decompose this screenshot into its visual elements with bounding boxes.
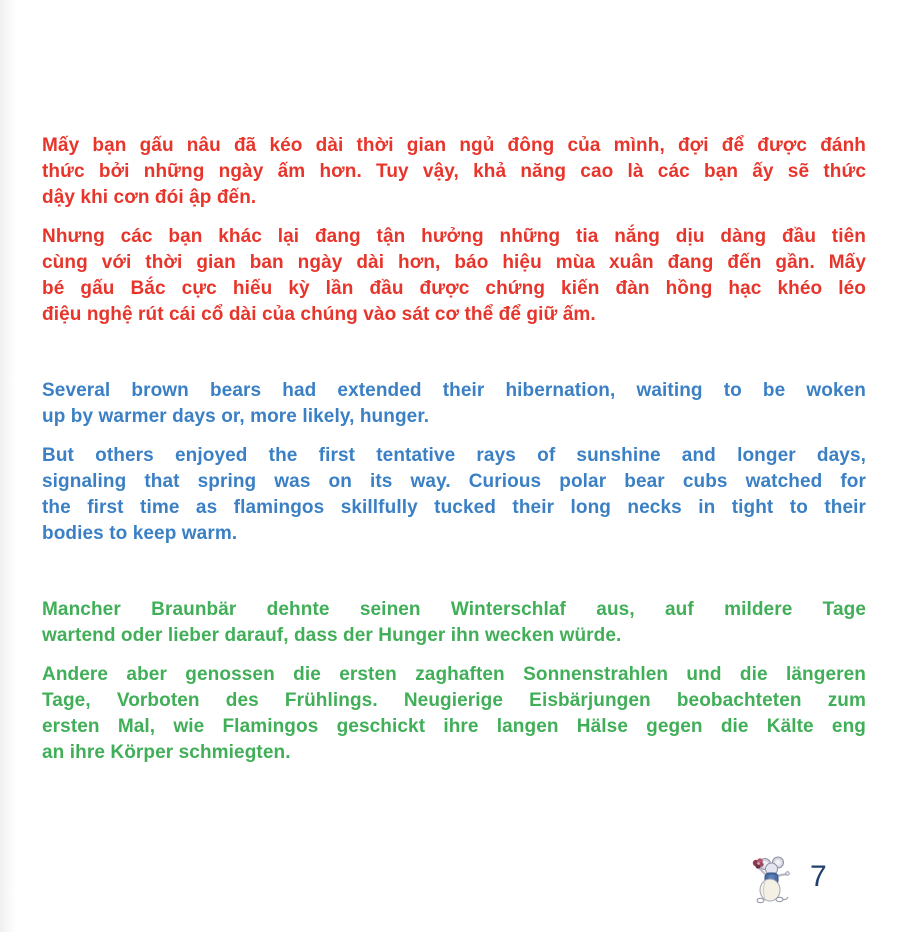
text-line: thức bởi những ngày ấm hơn. Tuy vậy, khả năng cao là các bạn ấy sẽ thức bbox=[42, 161, 866, 182]
english-paragraph-1 bbox=[42, 378, 866, 430]
text-line: điệu nghệ rút cái cổ dài của chúng vào sát cơ thể để giữ ấm. bbox=[42, 304, 596, 325]
text-line: Several brown bears had extended their hibernation, waiting to be woken bbox=[42, 380, 866, 401]
german-paragraph-1 bbox=[42, 597, 866, 649]
german-paragraph-2 bbox=[42, 662, 866, 766]
text-line: Tage, Vorboten des Frühlings. Neugierige Eisbärjungen beobachteten zum bbox=[42, 690, 866, 711]
vietnamese-paragraph-1 bbox=[42, 133, 866, 211]
text-line: an ihre Körper schmiegten. bbox=[42, 742, 291, 763]
mouse-with-flowers-icon bbox=[747, 855, 799, 907]
text-line: Andere aber genossen die ersten zaghaften Sonnenstrahlen und die längeren bbox=[42, 664, 866, 685]
text-line: Mấy bạn gấu nâu đã kéo dài thời gian ngủ đông của mình, đợi để được đánh bbox=[42, 135, 866, 156]
text-line: cùng với thời gian ban ngày dài hơn, báo hiệu mùa xuân đang đến gần. Mấy bbox=[42, 252, 866, 273]
text-line: the first time as flamingos skillfully tucked their long necks in tight to their bbox=[42, 497, 866, 518]
text-line: wartend oder lieber darauf, dass der Hunger ihn wecken würde. bbox=[42, 625, 622, 646]
text-line: But others enjoyed the first tentative rays of sunshine and longer days, bbox=[42, 445, 866, 466]
page-number: 7 bbox=[810, 860, 827, 893]
text-line: Nhưng các bạn khác lại đang tận hưởng những tia nắng dịu dàng đầu tiên bbox=[42, 226, 866, 247]
text-line: bodies to keep warm. bbox=[42, 523, 238, 544]
text-line: bé gấu Bắc cực hiếu kỳ lần đầu được chứng kiến đàn hồng hạc khéo léo bbox=[42, 278, 866, 299]
text-line: signaling that spring was on its way. Curious polar bear cubs watched for bbox=[42, 471, 866, 492]
english-paragraph-2 bbox=[42, 443, 866, 547]
text-line: dậy khi cơn đói ập đến. bbox=[42, 187, 257, 208]
german-text-block bbox=[42, 597, 866, 766]
text-line: up by warmer days or, more likely, hunger. bbox=[42, 406, 430, 427]
page-edge-shadow bbox=[0, 0, 16, 932]
text-line: Mancher Braunbär dehnte seinen Winterschlaf aus, auf mildere Tage bbox=[42, 599, 866, 620]
text-line: ersten Mal, wie Flamingos geschickt ihre langen Hälse gegen die Kälte eng bbox=[42, 716, 866, 737]
page-content bbox=[42, 133, 866, 816]
vietnamese-text-block bbox=[42, 133, 866, 328]
vietnamese-paragraph-2 bbox=[42, 224, 866, 328]
english-text-block bbox=[42, 378, 866, 547]
